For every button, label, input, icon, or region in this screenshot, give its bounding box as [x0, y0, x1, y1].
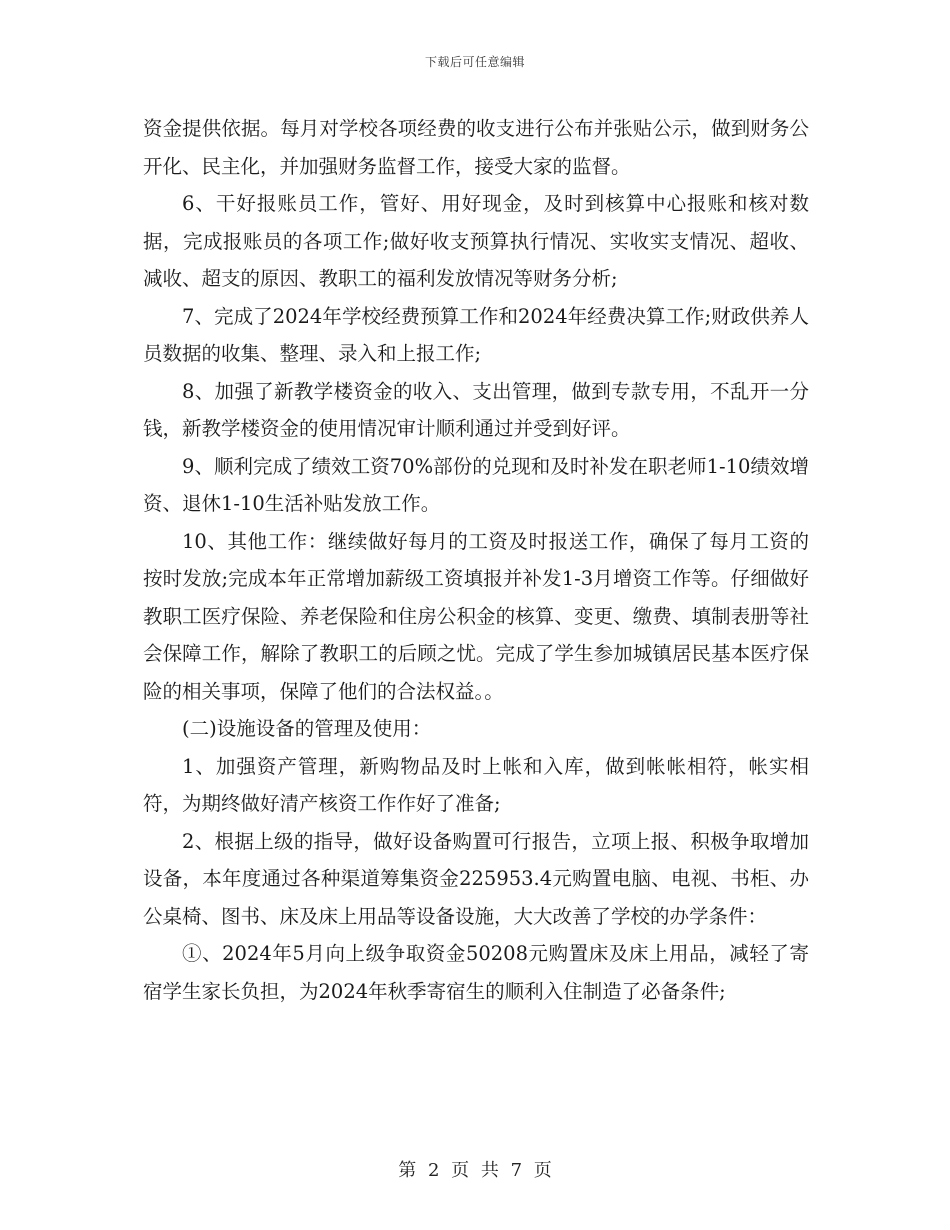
paragraph: 7、完成了2024年学校经费预算工作和2024年经费决算工作;财政供养人员数据的收集、整理、录入和上报工作;	[143, 304, 809, 365]
paragraph: (二)设施设备的管理及使用：	[182, 717, 432, 740]
paragraph: 9、顺利完成了绩效工资70%部份的兑现和及时补发在职老师1-10绩效增资、退休1-10生活补贴发放工作。	[143, 454, 809, 515]
body-text	[143, 110, 809, 1010]
paragraph: ①、2024年5月向上级争取资金50208元购置床及床上用品，减轻了寄宿学生家长负担，为2024年秋季寄宿生的顺利入住制造了必备条件;	[143, 942, 809, 1003]
page-header: 下载后可任意编辑	[424, 55, 525, 69]
paragraph: 10、其他工作：继续做好每月的工资及时报送工作，确保了每月工资的按时发放;完成本年正常增加薪级工资填报并补发1-3月增资工作等。仔细做好教职工医疗保险、养老保险和住房公积金的核算、变更、缴费、填制表册等社会保障工作，解除了教职工的后顾之忧。完成了学生参加城镇居民基本医疗保险的相关事项，保障了他们的合法权益。。	[143, 529, 809, 703]
paragraph: 8、加强了新教学楼资金的收入、支出管理，做到专款专用，不乱开一分钱，新教学楼资金的使用情况审计顺利通过并受到好评。	[143, 379, 809, 440]
paragraph: 1、加强资产管理，新购物品及时上帐和入库，做到帐帐相符，帐实相符，为期终做好清产核资工作作好了准备;	[143, 754, 809, 815]
paragraph: 2、根据上级的指导，做好设备购置可行报告，立项上报、积极争取增加设备，本年度通过各种渠道筹集资金225953.4元购置电脑、电视、书柜、办公桌椅、图书、床及床上用品等设备设施，大大改善了学校的办学条件：	[143, 829, 809, 928]
page-footer: 第 2 页 共 7 页	[398, 1160, 552, 1181]
paragraph: 6、干好报账员工作，管好、用好现金，及时到核算中心报账和核对数据，完成报账员的各项工作;做好收支预算执行情况、实收实支情况、超收、减收、超支的原因、教职工的福利发放情况等财务分析;	[143, 192, 809, 290]
paragraph: 资金提供依据。每月对学校各项经费的收支进行公布并张贴公示，做到财务公开化、民主化，并加强财务监督工作，接受大家的监督。	[143, 117, 809, 178]
